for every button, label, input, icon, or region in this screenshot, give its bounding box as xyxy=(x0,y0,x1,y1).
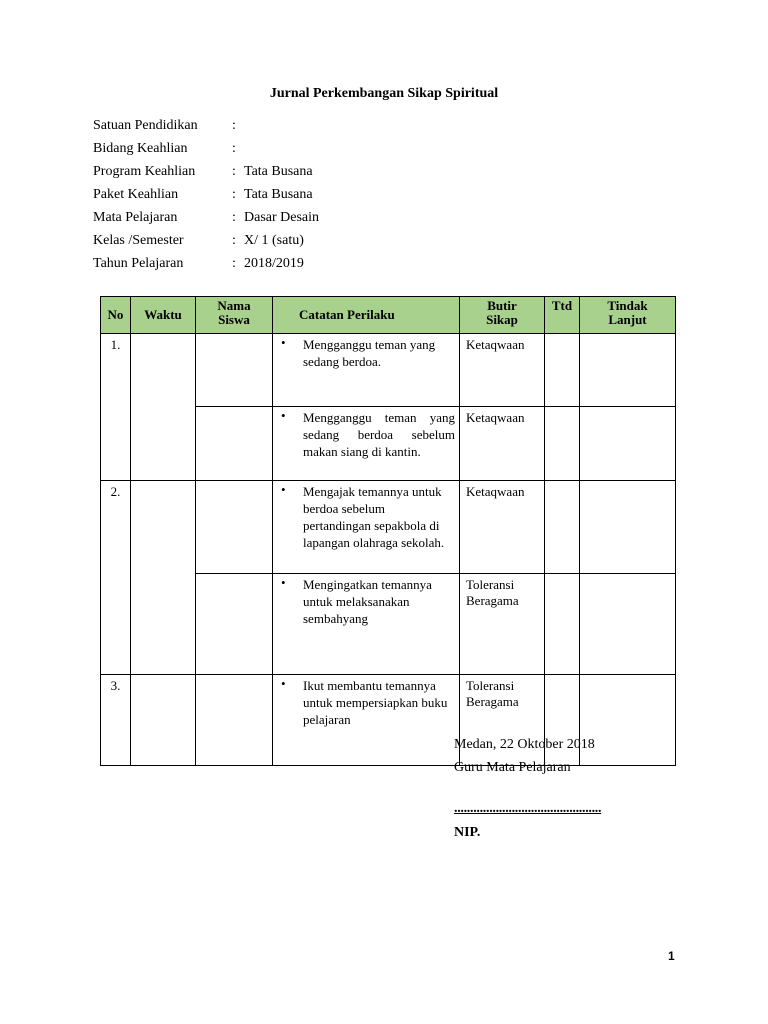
info-colon: : xyxy=(232,256,236,271)
info-value: 2018/2019 xyxy=(244,256,304,271)
signature-role: Guru Mata Pelajaran xyxy=(454,760,571,775)
bullet-icon: • xyxy=(281,575,286,590)
ttd-cell xyxy=(545,334,580,407)
header-tindak-line2: Lanjut xyxy=(608,312,647,327)
tindak-cell xyxy=(580,574,676,675)
nama-cell xyxy=(196,481,273,574)
nama-cell xyxy=(196,407,273,481)
header-tindak-line1: Tindak xyxy=(607,298,648,313)
info-label: Program Keahlian xyxy=(93,164,196,179)
journal-table xyxy=(100,296,676,766)
info-label: Paket Keahlian xyxy=(93,187,179,202)
row-number: 3. xyxy=(101,675,131,766)
bullet-icon: • xyxy=(281,408,286,423)
info-row-program xyxy=(93,163,493,186)
ttd-cell xyxy=(545,481,580,574)
header-no: No xyxy=(101,297,131,334)
butir-cell: Toleransi Beragama xyxy=(460,574,545,675)
nama-cell xyxy=(196,574,273,675)
header-butir-line2: Sikap xyxy=(486,312,518,327)
info-row-paket xyxy=(93,186,493,209)
table-row xyxy=(101,481,676,574)
signature-place-date: Medan, 22 Oktober 2018 xyxy=(454,737,595,752)
butir-cell: Toleransi Beragama xyxy=(460,675,545,766)
ttd-cell xyxy=(545,407,580,481)
catatan-cell xyxy=(273,675,460,766)
header-nama-line1: Nama xyxy=(217,298,251,313)
catatan-cell xyxy=(273,407,460,481)
butir-cell: Ketaqwaan xyxy=(460,334,545,407)
catatan-cell xyxy=(273,574,460,675)
catatan-text: Mengganggu teman yang sedang berdoa. xyxy=(303,337,436,369)
info-value: Tata Busana xyxy=(244,187,313,202)
info-colon: : xyxy=(232,141,236,156)
header-tindak xyxy=(580,297,676,334)
info-value: X/ 1 (satu) xyxy=(244,233,304,248)
header-waktu: Waktu xyxy=(131,297,196,334)
info-colon: : xyxy=(232,118,236,133)
info-label: Tahun Pelajaran xyxy=(93,256,184,271)
waktu-cell xyxy=(131,481,196,675)
tindak-cell xyxy=(580,407,676,481)
header-butir-line1: Butir xyxy=(487,298,517,313)
info-value: Tata Busana xyxy=(244,164,313,179)
waktu-cell xyxy=(131,675,196,766)
catatan-text: Mengingatkan temannya untuk melaksanakan sembahyang xyxy=(303,577,432,626)
info-row-kelas xyxy=(93,232,493,255)
header-catatan: Catatan Perilaku xyxy=(273,297,460,334)
info-label: Mata Pelajaran xyxy=(93,210,178,225)
info-row-satuan xyxy=(93,117,493,140)
info-row-mapel xyxy=(93,209,493,232)
butir-cell: Ketaqwaan xyxy=(460,407,545,481)
header-nama xyxy=(196,297,273,334)
info-colon: : xyxy=(232,233,236,248)
info-label: Bidang Keahlian xyxy=(93,141,188,156)
catatan-text: Ikut membantu temannya untuk mempersiapkan buku pelajaran xyxy=(303,678,448,727)
signature-line: .............................................. xyxy=(454,801,602,816)
info-label: Satuan Pendidikan xyxy=(93,118,198,133)
catatan-cell xyxy=(273,334,460,407)
catatan-text: Mengajak temannya untuk berdoa sebelum pertandingan sepakbola di lapangan olahraga sekolah. xyxy=(303,484,445,550)
catatan-text: Mengganggu teman yang sedang berdoa sebelum makan siang di kantin. xyxy=(303,410,455,459)
info-label: Kelas /Semester xyxy=(93,233,184,248)
info-colon: : xyxy=(232,210,236,225)
info-row-bidang xyxy=(93,140,493,163)
info-value: Dasar Desain xyxy=(244,210,320,225)
header-ttd: Ttd xyxy=(545,297,580,334)
bullet-icon: • xyxy=(281,482,286,497)
page-number: 1 xyxy=(668,949,675,963)
ttd-cell xyxy=(545,574,580,675)
catatan-cell xyxy=(273,481,460,574)
header-nama-line2: Siswa xyxy=(218,312,250,327)
tindak-cell xyxy=(580,334,676,407)
bullet-icon: • xyxy=(281,335,286,350)
row-number: 1. xyxy=(101,334,131,481)
table-row xyxy=(101,334,676,407)
nama-cell xyxy=(196,675,273,766)
info-colon: : xyxy=(232,164,236,179)
document-title: Jurnal Perkembangan Sikap Spiritual xyxy=(269,86,499,101)
nama-cell xyxy=(196,334,273,407)
bullet-icon: • xyxy=(281,676,286,691)
table-header-row xyxy=(101,297,676,334)
header-butir xyxy=(460,297,545,334)
info-block xyxy=(93,117,493,278)
row-number: 2. xyxy=(101,481,131,675)
waktu-cell xyxy=(131,334,196,481)
info-colon: : xyxy=(232,187,236,202)
butir-cell: Ketaqwaan xyxy=(460,481,545,574)
tindak-cell xyxy=(580,481,676,574)
info-row-tahun xyxy=(93,255,493,278)
signature-nip: NIP. xyxy=(454,825,481,840)
